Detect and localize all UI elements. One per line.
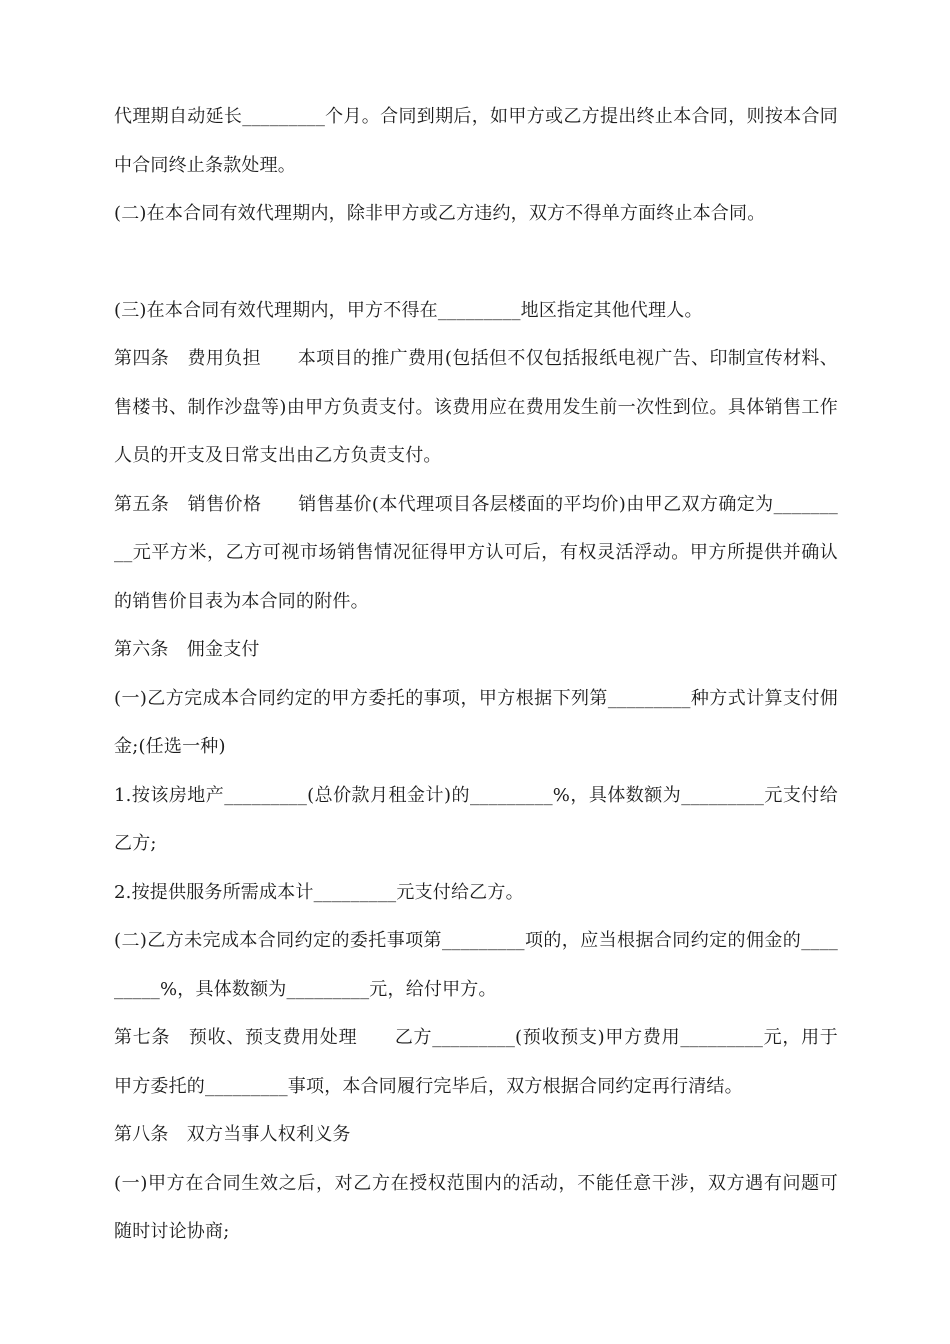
article-5-sales-price: 第五条 销售价格 销售基价(本代理项目各层楼面的平均价)由甲乙双方确定为_________元平方米，乙方可视市场销售情况征得甲方认可后，有权灵活浮动。甲方所提供并确认的销售价目表为本合同的附件。 <box>114 493 838 612</box>
article-8-clause-1: (一)甲方在合同生效之后，对乙方在授权范围内的活动，不能任意干涉，双方遇有问题可随时讨论协商; <box>114 1172 838 1242</box>
article-6-clause-2: (二)乙方未完成本合同约定的委托事项第_________项的，应当根据合同约定的佣金的_________%，具体数额为_________元，给付甲方。 <box>114 930 838 1000</box>
article-8-heading: 第八条 双方当事人权利义务 <box>114 1124 351 1145</box>
document-body <box>114 93 838 1257</box>
article-4-cost-burden: 第四条 费用负担 本项目的推广费用(包括但不仅包括报纸电视广告、印制宣传材料、售楼书、制作沙盘等)由甲方负责支付。该费用应在费用发生前一次性到位。具体销售工作人员的开支及日常支出由乙方负责支付。 <box>114 348 838 466</box>
article-6-option-2: 2.按提供服务所需成本计_________元支付给乙方。 <box>114 881 524 903</box>
paragraph-agency-extension: 代理期自动延长_________个月。合同到期后，如甲方或乙方提出终止本合同，则按本合同中合同终止条款处理。 <box>114 106 838 176</box>
article-6-clause-1: (一)乙方完成本合同约定的甲方委托的事项，甲方根据下列第_________种方式计算支付佣金;(任选一种) <box>114 687 838 757</box>
paragraph-no-unilateral-termination: (二)在本合同有效代理期内，除非甲方或乙方违约，双方不得单方面终止本合同。 <box>114 203 766 224</box>
article-7-advance-fees: 第七条 预收、预支费用处理 乙方_________(预收预支)甲方费用_________元，用于甲方委托的_________事项，本合同履行完毕后，双方根据合同约定再行清结。 <box>114 1027 838 1097</box>
paragraph-spacer <box>114 239 838 287</box>
article-6-heading: 第六条 佣金支付 <box>114 639 260 660</box>
article-6-option-1: 1.按该房地产_________(总价款月租金计)的_________%，具体数额为_________元支付给乙方; <box>114 784 838 854</box>
paragraph-exclusive-region: (三)在本合同有效代理期内，甲方不得在_________地区指定其他代理人。 <box>114 299 703 321</box>
